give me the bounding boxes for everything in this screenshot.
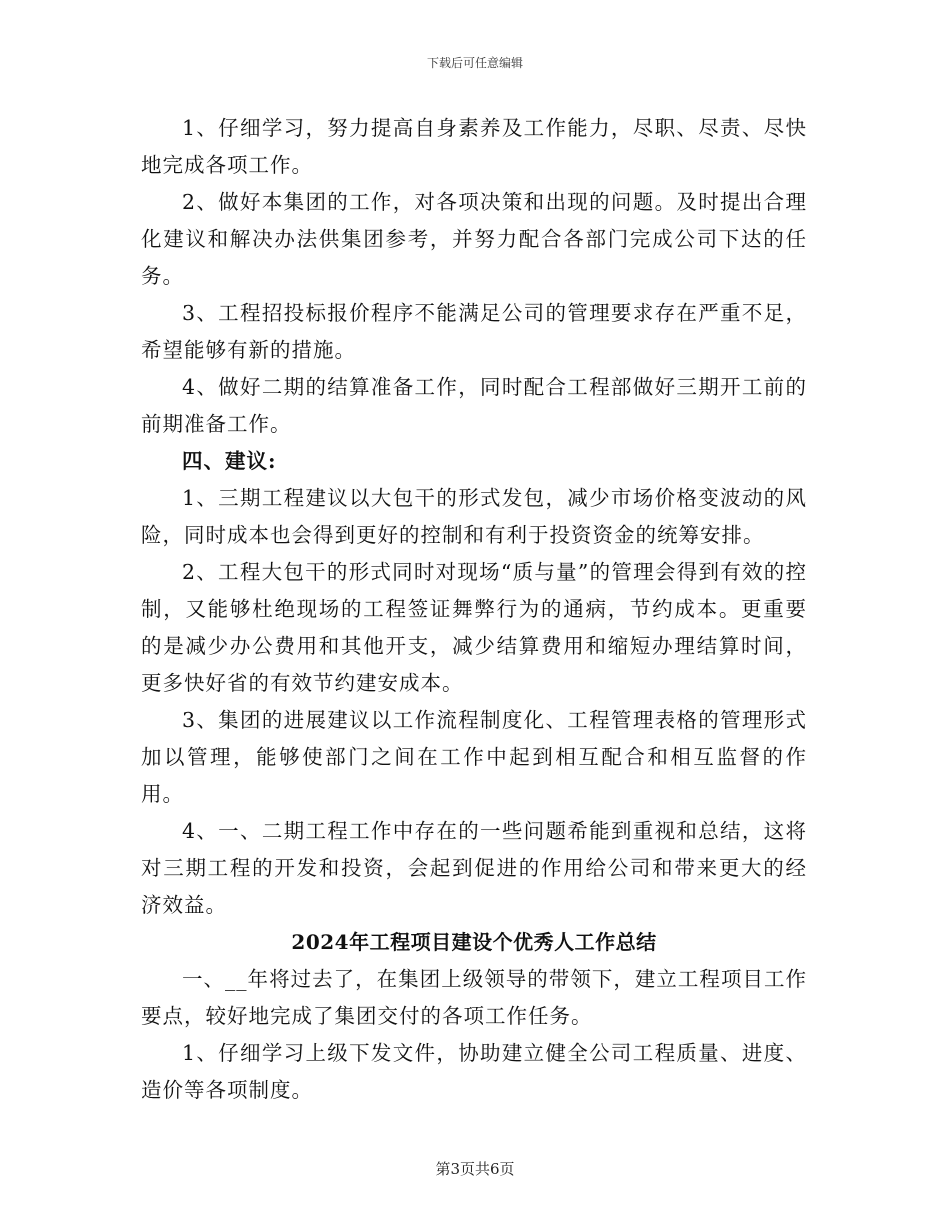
paragraph: 4、一、二期工程工作中存在的一些问题希能到重视和总结，这将对三期工程的开发和投资，会起到促进的作用给公司和带来更大的经济效益。 <box>141 819 807 917</box>
paragraph: 1、三期工程建议以大包干的形式发包，减少市场价格变波动的风险，同时成本也会得到更好的控制和有利于投资资金的统筹安排。 <box>141 486 807 547</box>
paragraph: 2、工程大包干的形式同时对现场“质与量”的管理会得到有效的控制，又能够杜绝现场的工程签证舞弊行为的通病，节约成本。更重要的是减少办公费用和其他开支，减少结算费用和缩短办理结算时间，更多快好省的有效节约建安成本。 <box>141 560 807 695</box>
page-header-note: 下载后可任意编辑 <box>426 56 523 70</box>
paragraph: 一、__年将过去了，在集团上级领导的带领下，建立工程项目工作要点，较好地完成了集团交付的各项工作任务。 <box>141 967 807 1028</box>
paragraph: 3、工程招投标报价程序不能满足公司的管理要求存在严重不足，希望能够有新的措施。 <box>141 301 807 362</box>
paragraph: 4、做好二期的结算准备工作，同时配合工程部做好三期开工前的前期准备工作。 <box>141 375 807 436</box>
paragraph: 1、仔细学习，努力提高自身素养及工作能力，尽职、尽责、尽快地完成各项工作。 <box>141 116 807 177</box>
paragraph: 2、做好本集团的工作，对各项决策和出现的问题。及时提出合理化建议和解决办法供集团参考，并努力配合各部门完成公司下达的任务。 <box>141 190 807 288</box>
document-title: 2024年工程项目建设个优秀人工作总结 <box>291 930 657 954</box>
section-heading: 四、建议: <box>182 449 277 473</box>
paragraph: 3、集团的进展建议以工作流程制度化、工程管理表格的管理形式加以管理，能够使部门之间在工作中起到相互配合和相互监督的作用。 <box>141 708 807 806</box>
paragraph: 1、仔细学习上级下发文件，协助建立健全公司工程质量、进度、造价等各项制度。 <box>141 1041 807 1102</box>
document-body <box>141 110 807 1109</box>
page-number: 第3页共6页 <box>435 1160 515 1178</box>
